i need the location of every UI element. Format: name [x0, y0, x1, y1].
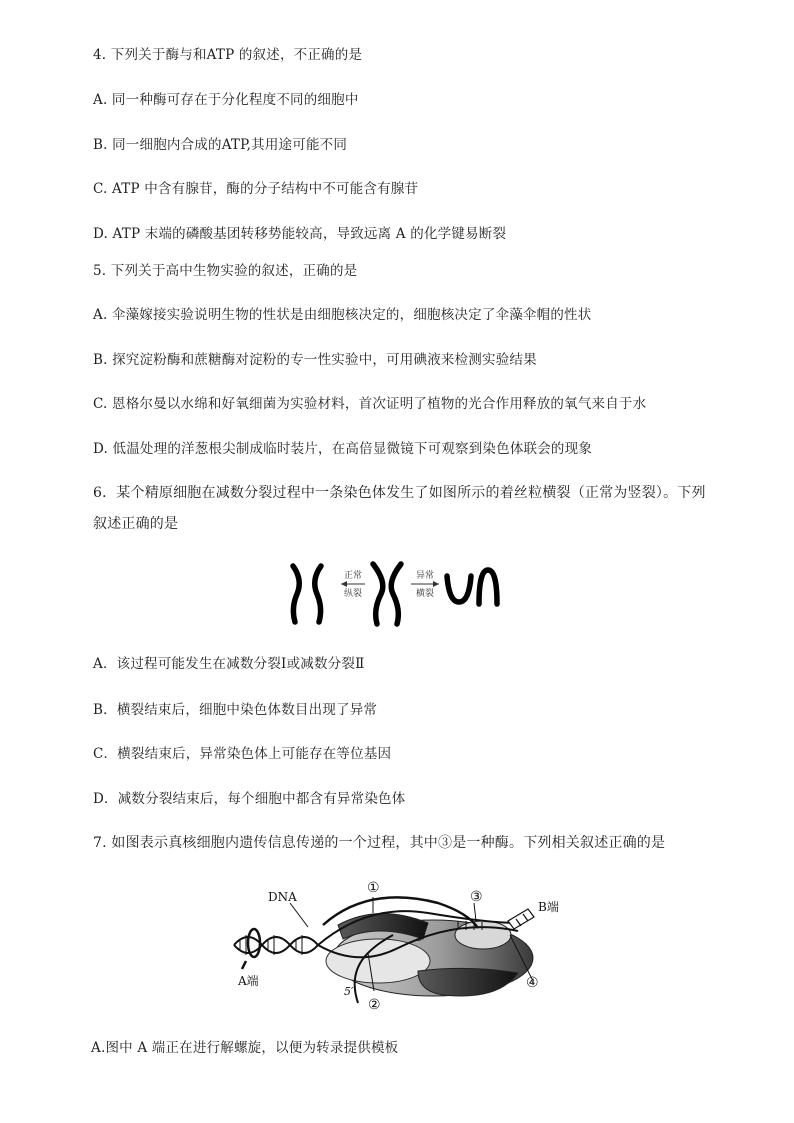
question-5-stem: 5. 下列关于高中生物实验的叙述，正确的是	[93, 263, 358, 279]
question-5-option-a: A. 伞藻嫁接实验说明生物的性状是由细胞核决定的，细胞核决定了伞藻伞帽的性状	[93, 307, 592, 323]
question-6-option-b: B．横裂结束后，细胞中染色体数目出现了异常	[93, 702, 378, 718]
label-5-prime: 5′	[344, 985, 354, 998]
rna-polymerase-enzyme	[326, 913, 533, 996]
question-6-option-d: D．减数分裂结束后，每个细胞中都含有异常染色体	[93, 791, 406, 807]
label-3-prime: 3′	[416, 931, 426, 944]
normal-split-arrow	[341, 569, 365, 599]
arrow-label-transverse: 横裂	[415, 589, 435, 599]
question-4-option-d: D. ATP 末端的磷酸基团转移势能较高，导致远离 A 的化学键易断裂	[93, 226, 507, 242]
arrow-label-longitudinal: 纵裂	[343, 589, 363, 599]
arrow-label-normal: 正常	[343, 571, 363, 581]
abnormal-split-arrow	[411, 569, 439, 599]
dna-b-end-ribbon	[508, 909, 534, 929]
transcription-figure	[228, 873, 576, 1021]
transverse-split-products	[447, 570, 497, 604]
dna-label: DNA	[268, 890, 297, 904]
question-6-stem: 6．某个精原细胞在减数分裂过程中一条染色体发生了如图所示的着丝粒横裂（正常为竖裂）。下列	[93, 485, 706, 501]
question-6-option-a: A．该过程可能发生在减数分裂Ⅰ或减数分裂Ⅱ	[93, 656, 365, 672]
chromosome-x-shape	[373, 564, 401, 624]
arrow-label-abnormal: 异常	[415, 571, 435, 581]
question-7-option-a: A.图中 A 端正在进行解螺旋，以便为转录提供模板	[91, 1040, 399, 1056]
b-end-label: B端	[538, 900, 559, 914]
chromosome-division-figure	[283, 556, 505, 632]
question-5-option-d: D. 低温处理的洋葱根尖制成临时装片，在高倍显微镜下可观察到染色体联会的现象	[93, 441, 593, 457]
question-5-option-c: C. 恩格尔曼以水绵和好氧细菌为实验材料，首次证明了植物的光合作用释放的氧气来自于水	[93, 396, 647, 412]
label-circled-3: ③	[470, 889, 483, 905]
label-circled-1: ①	[367, 880, 380, 896]
chromosome-before-split	[293, 566, 321, 622]
question-4-option-b: B. 同一细胞内合成的ATP,其用途可能不同	[93, 137, 348, 153]
question-4-stem: 4. 下列关于酶与和ATP 的叙述，不正确的是	[93, 47, 363, 63]
question-6-option-c: C．横裂结束后，异常染色体上可能存在等位基因	[93, 746, 392, 762]
question-7-stem: 7. 如图表示真核细胞内遗传信息传递的一个过程，其中③是一种酶。下列相关叙述正确的是	[93, 835, 666, 851]
a-end-label: A端	[238, 974, 259, 988]
question-4-option-a: A. 同一种酶可存在于分化程度不同的细胞中	[93, 92, 359, 108]
label-circled-4: ④	[526, 975, 539, 991]
question-6-stem-continued: 叙述正确的是	[93, 516, 179, 532]
label-circled-2: ②	[368, 997, 381, 1013]
question-5-option-b: B. 探究淀粉酶和蔗糖酶对淀粉的专一性实验中，可用碘液来检测实验结果	[93, 352, 537, 368]
question-4-option-c: C. ATP 中含有腺苷，酶的分子结构中不可能含有腺苷	[93, 181, 419, 197]
